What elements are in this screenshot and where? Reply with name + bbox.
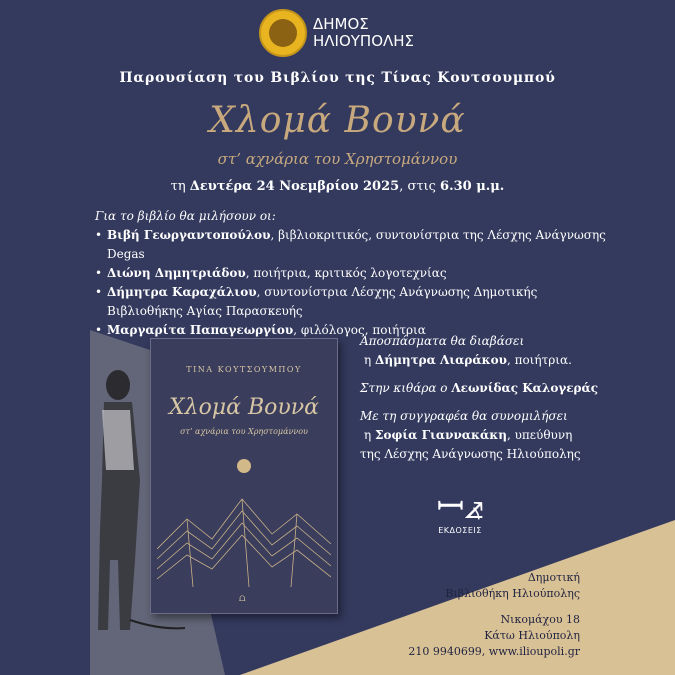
municipality-logo — [259, 9, 414, 57]
cover-subtitle: στ’ αχνάρια του Χρηστομάννου — [180, 427, 308, 436]
talk-info: Με τη συγγραφέα θα συνομιλήσει η Σοφία Γιαννακάκη, υπεύθυνη της Λέσχης Ανάγνωσης Ηλιούπολης — [360, 409, 581, 461]
speaker-item: • Δήμητρα Καραχάλιου, συντονίστρια Λέσχης Ανάγνωσης Δημοτικής Βιβλιοθήκης Αγίας Παρασκευής — [95, 283, 615, 321]
library-info: Δημοτική Βιβλιοθήκη Ηλιούπολης Νικομάχου 18 Κάτω Ηλιούπολη 210 9940699, www.ilioupoli.gr — [408, 571, 580, 658]
speaker-item: • Μαργαρίτα Παπαγεωργίου, φιλόλογος, ποιήτρια — [95, 321, 615, 340]
presentation-heading: Παρουσίαση του Βιβλίου της Τίνας Κουτσουμπού — [119, 70, 556, 86]
book-subtitle: στ’ αχνάρια του Χρηστομάννου — [217, 150, 458, 168]
library-contact: 210 9940699, www.ilioupoli.gr — [408, 645, 580, 658]
speakers-intro: Για το βιβλίο θα μιλήσουν οι: — [95, 209, 276, 223]
book-title: Χλομά Βουνά — [209, 100, 466, 141]
cover-publisher-icon: ⩍ — [239, 593, 246, 604]
publisher-logo — [430, 487, 490, 535]
cover-title: Χλομά Βουνά — [168, 395, 319, 420]
speaker-item: • Βιβή Γεωργαντοπούλου, βιβλιοκριτικός, συντονίστρια της Λέσχης Ανάγνωσης Degas — [95, 226, 615, 264]
guitar-info: Στην κιθάρα ο Λεωνίδας Καλογεράς — [360, 381, 599, 395]
speaker-item: • Διώνη Δημητριάδου, ποιήτρια, κριτικός λογοτεχνίας — [95, 264, 615, 283]
moon-icon — [237, 459, 251, 473]
event-details — [360, 332, 660, 473]
readings-info: Αποσπάσματα θα διαβάσει η Δήμητρα Λιαράκου, ποιήτρια. — [360, 334, 572, 367]
speakers-section — [95, 207, 615, 340]
mountains-illustration — [157, 479, 331, 587]
cover-author: ΤΙΝΑ ΚΟΥΤΣΟΥΜΠΟΥ — [186, 365, 302, 374]
event-date: τη Δευτέρα 24 Νοεμβρίου 2025, στις 6.30 μ.μ. — [170, 179, 505, 194]
municipality-name: ΔΗΜΟΣ ΗΛΙΟΥΠΟΛΗΣ — [313, 15, 415, 50]
book-cover — [150, 338, 338, 614]
publisher-mark-icon: ꟷ⦨ — [436, 487, 484, 527]
speakers-list — [95, 226, 615, 340]
publisher-name: ΕΚΔΟΣΕΙΣ — [438, 526, 482, 535]
municipality-seal-icon — [259, 9, 307, 57]
